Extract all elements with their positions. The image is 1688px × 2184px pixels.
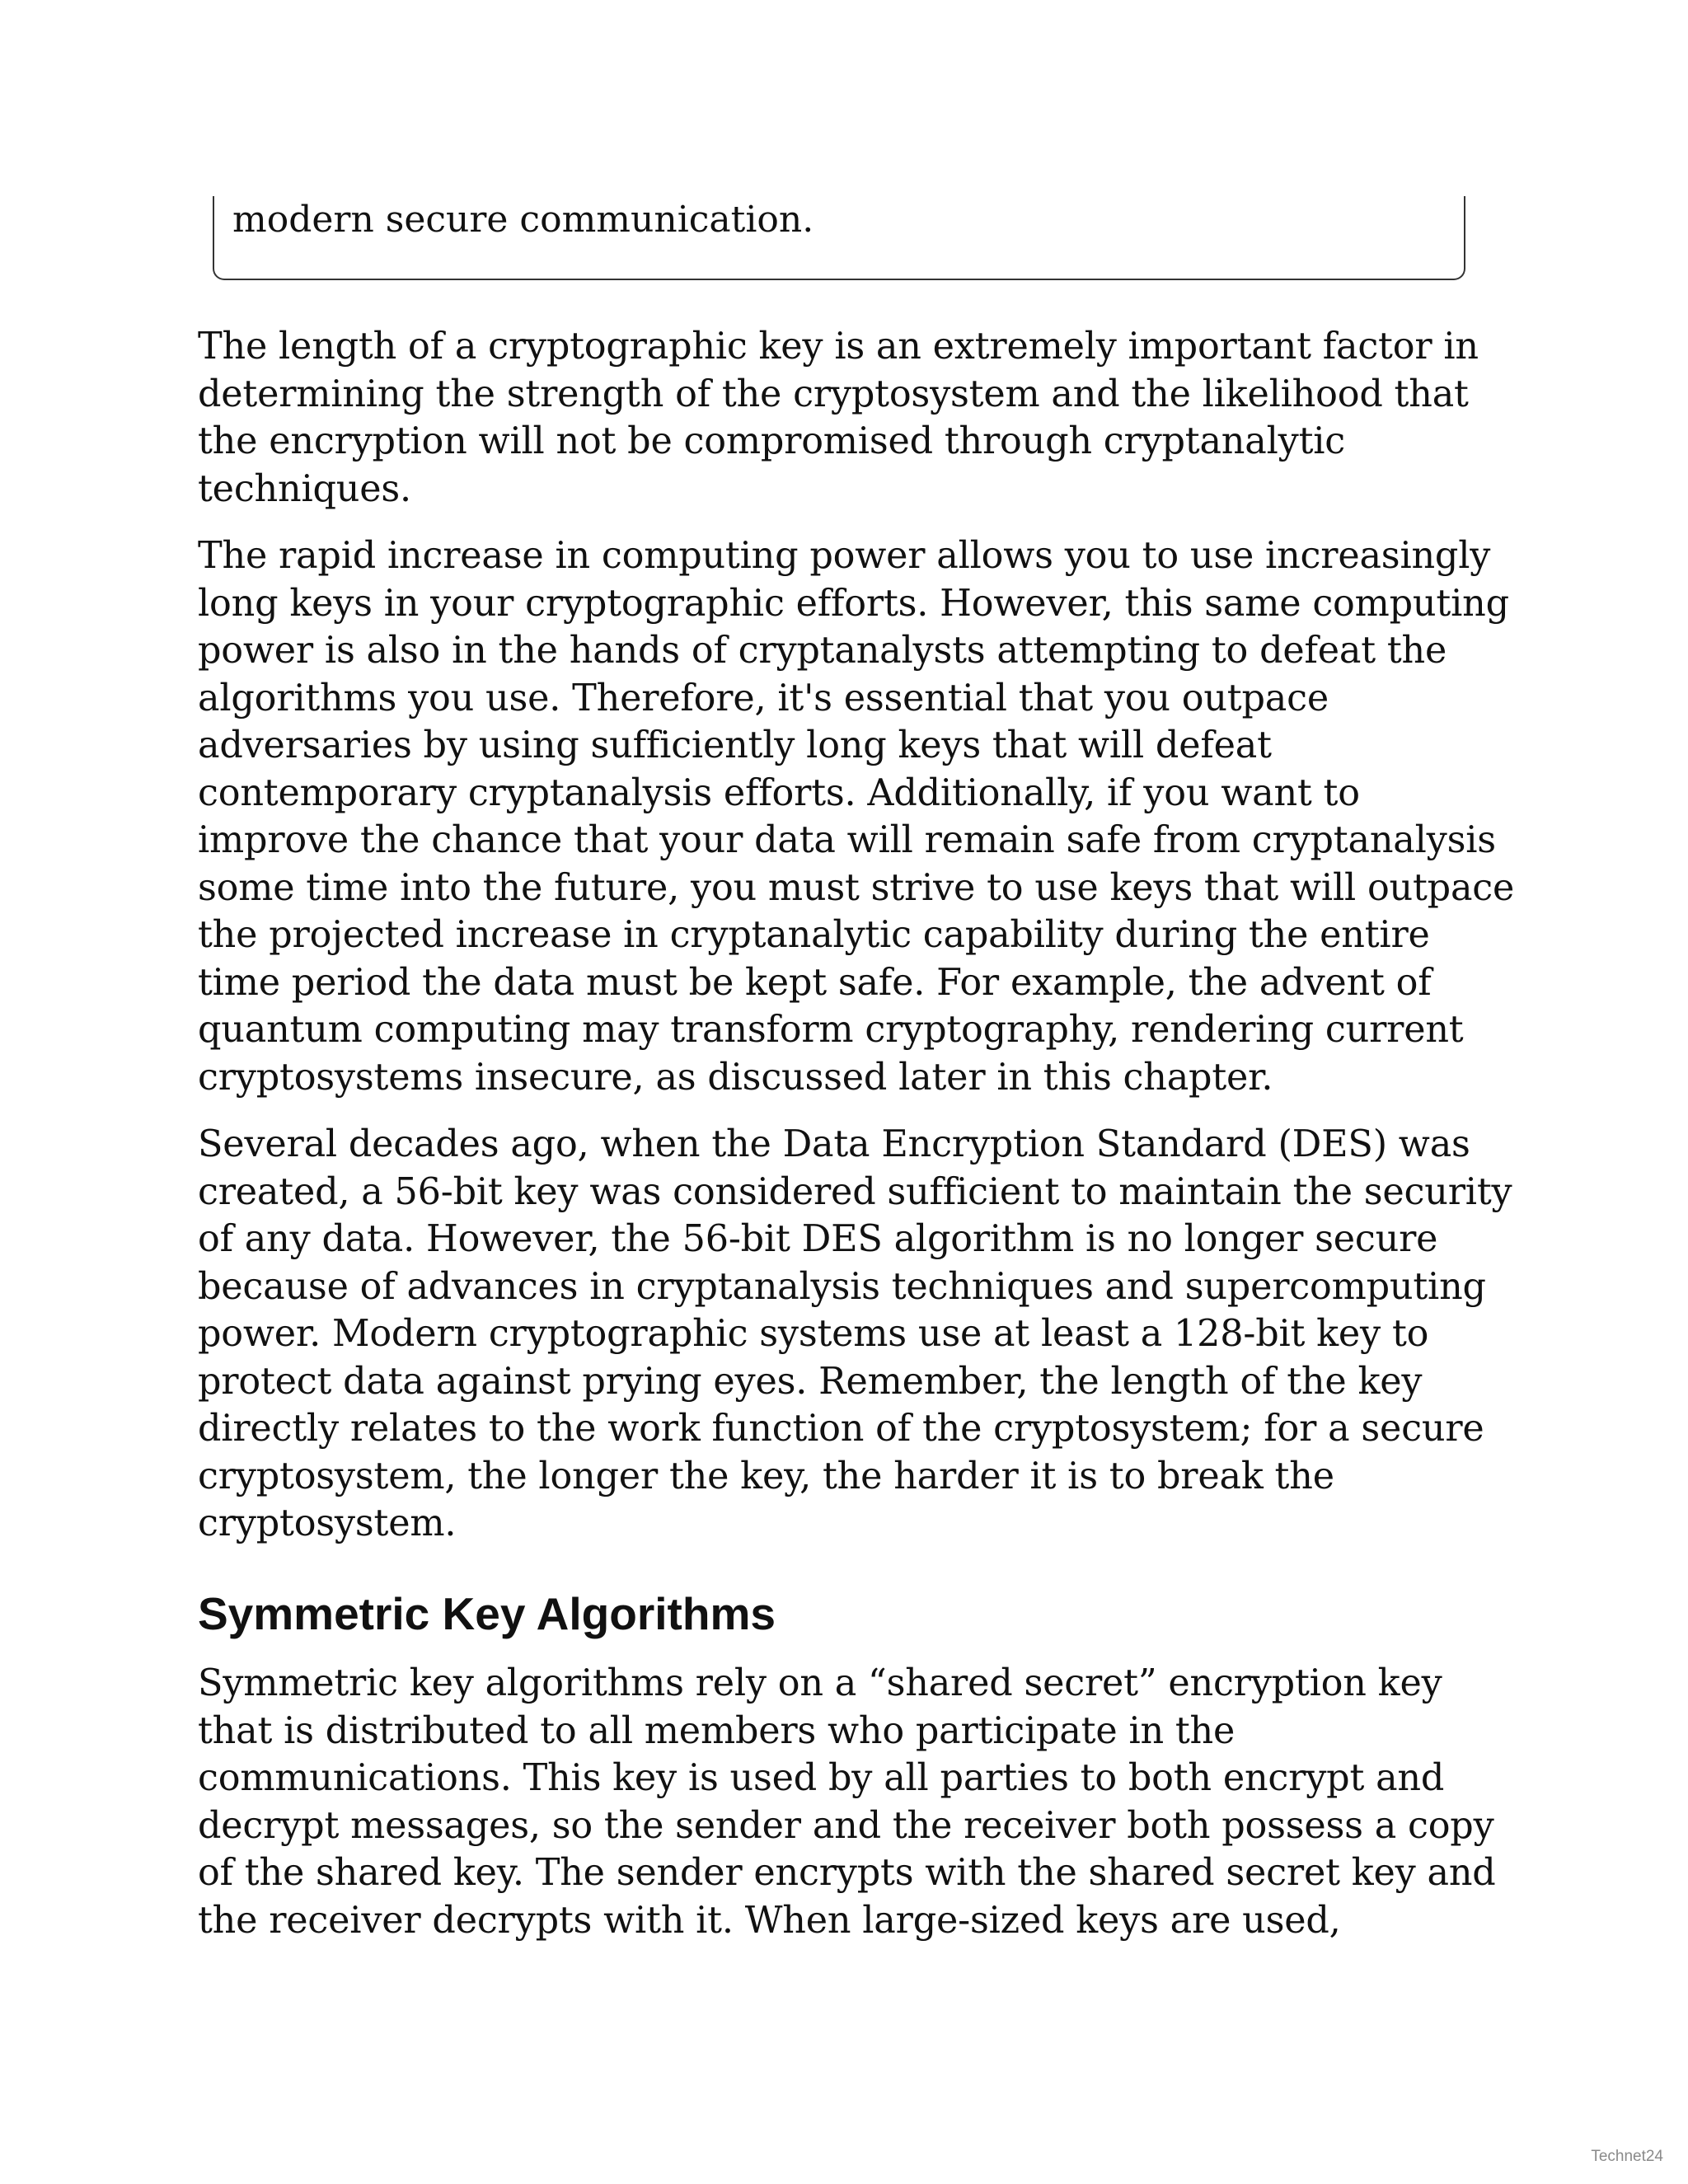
callout-text: modern secure communication. <box>232 199 814 241</box>
callout-box <box>213 196 1465 280</box>
paragraph-des-history: Several decades ago, when the Data Encryption Standard (DES) was created, a 56-bit key was considered sufficient to maintain the security of any data. However, the 56-bit DES algorithm is no longer secure because of advances in cryptanalysis techniques and supercomputing power. Modern cryptographic systems use at least a 128-bit key to protect data against prying eyes. Remember, the length of the key directly relates to the work function of the cryptosystem; for a secure cryptosystem, the longer the key, the harder it is to break the cryptosystem. <box>198 1123 1512 1544</box>
paragraph-computing-power: The rapid increase in computing power allows you to use increasingly long keys in your cryptographic efforts. However, this same computing power is also in the hands of cryptanalysts attempting to defeat the algorithms you use. Therefore, it's essential that you outpace adversaries by using sufficiently long keys that will defeat contemporary cryptanalysis efforts. Additionally, if you want to improve the chance that your data will remain safe from cryptanalysis some time into the future, you must strive to use keys that will outpace the projected increase in cryptanalytic capability during the entire time period the data must be kept safe. For example, the advent of quantum computing may transform cryptography, rendering current cryptosystems insecure, as discussed later in this chapter. <box>198 535 1515 1099</box>
paragraph-symmetric-keys: Symmetric key algorithms rely on a “shared secret” encryption key that is distributed to all members who participate in the communications. This key is used by all parties to both encrypt and decrypt messages, so the sender and the receiver both possess a copy of the shared key. The sender encrypts with the shared secret key and the receiver decrypts with it. When large-sized keys are used, <box>198 1662 1496 1942</box>
section-heading: Symmetric Key Algorithms <box>198 1588 776 1639</box>
paragraph-key-length: The length of a cryptographic key is an extremely important factor in determining the strength of the cryptosystem and the likelihood that the encryption will not be compromised through cryptanalytic techniques. <box>198 326 1479 510</box>
watermark-text: Technet24 <box>1591 2148 1663 2165</box>
